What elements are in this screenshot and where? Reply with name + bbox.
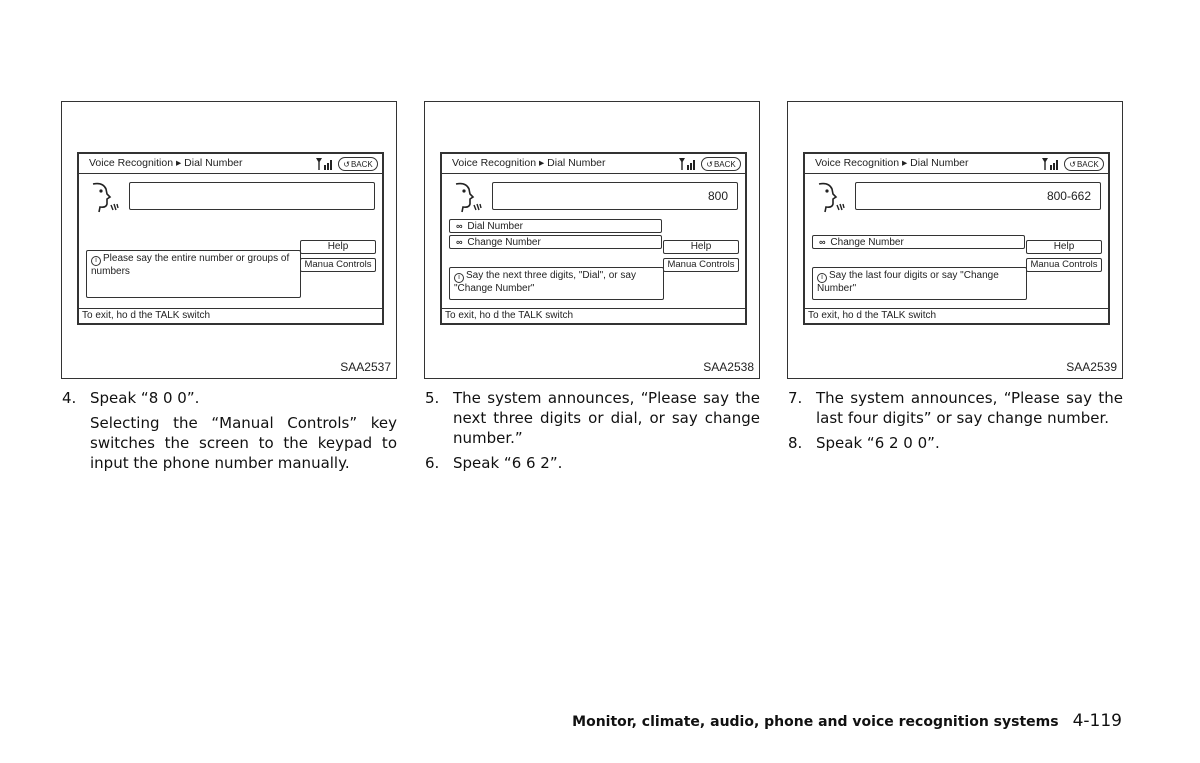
figure-code: SAA2539 xyxy=(1066,360,1117,374)
back-button[interactable] xyxy=(338,157,378,171)
figure-dial-screen-2 xyxy=(424,101,760,379)
back-button[interactable] xyxy=(1064,157,1104,171)
page-footer xyxy=(572,711,1122,731)
command-label: Change Number xyxy=(467,236,541,248)
step-text: The system announces, “Please say the next three digits or dial, or say change number.” xyxy=(453,389,760,447)
prompt-text: Please say the entire number or groups of numbers xyxy=(91,253,290,277)
step-text: Speak “6 2 0 0”. xyxy=(816,434,940,452)
page-number: 4-119 xyxy=(1072,711,1122,731)
number-display: 800-662 xyxy=(855,182,1101,210)
number-display: 800 xyxy=(492,182,738,210)
command-change-number[interactable] xyxy=(812,235,1025,249)
help-button[interactable]: Help xyxy=(1026,240,1102,254)
screen-footer: To exit, ho d the TALK switch xyxy=(805,308,1108,323)
screen-title: Voice Recognition ▸ Dial Number xyxy=(452,157,606,169)
info-icon: i xyxy=(454,273,464,283)
steps-column-3 xyxy=(788,388,1123,458)
back-arrow-icon: ↺ xyxy=(706,159,713,169)
command-label: Change Number xyxy=(830,236,904,248)
screen-mockup xyxy=(803,152,1110,325)
screen-header xyxy=(79,154,382,174)
back-arrow-icon: ↺ xyxy=(343,159,350,169)
info-icon: i xyxy=(91,256,101,266)
back-label: BACK xyxy=(713,159,736,169)
step-text: The system announces, “Please say the last four digits” or say change number. xyxy=(816,389,1123,427)
command-dial-number[interactable] xyxy=(449,219,662,233)
voice-command-icon: ∞ xyxy=(456,220,463,231)
signal-strength-icon xyxy=(316,158,334,170)
step-item xyxy=(425,388,760,448)
help-button[interactable]: Help xyxy=(300,240,376,254)
step-note: Selecting the “Manual Controls” key switches the screen to the keypad to input the phone number manually. xyxy=(90,414,397,472)
back-button[interactable] xyxy=(701,157,741,171)
step-text: Speak “8 0 0”. xyxy=(90,389,200,407)
prompt-text: Say the last four digits or say "Change Number" xyxy=(817,270,999,294)
step-item xyxy=(62,388,397,408)
manual-controls-button[interactable]: Manua Controls xyxy=(300,258,376,272)
speaking-head-icon xyxy=(813,181,847,215)
screen-header xyxy=(442,154,745,174)
screen-mockup xyxy=(440,152,747,325)
prompt-box xyxy=(449,267,664,300)
command-change-number[interactable] xyxy=(449,235,662,249)
screen-title: Voice Recognition ▸ Dial Number xyxy=(815,157,969,169)
figure-dial-screen-1 xyxy=(61,101,397,379)
prompt-text: Say the next three digits, "Dial", or say "Change Number" xyxy=(454,270,636,294)
manual-controls-button[interactable]: Manua Controls xyxy=(663,258,739,272)
step-item xyxy=(425,453,760,473)
screen-header xyxy=(805,154,1108,174)
number-display xyxy=(129,182,375,210)
help-button[interactable]: Help xyxy=(663,240,739,254)
figure-code: SAA2537 xyxy=(340,360,391,374)
step-number: 7. xyxy=(788,389,803,407)
step-number: 4. xyxy=(62,389,77,407)
step-number: 5. xyxy=(425,389,440,407)
info-icon: i xyxy=(817,273,827,283)
command-label: Dial Number xyxy=(467,220,523,232)
screen-mockup xyxy=(77,152,384,325)
step-item xyxy=(788,388,1123,428)
prompt-box xyxy=(86,250,301,298)
back-label: BACK xyxy=(350,159,373,169)
steps-column-2 xyxy=(425,388,760,478)
screen-title: Voice Recognition ▸ Dial Number xyxy=(89,157,243,169)
steps-column-1 xyxy=(62,388,397,478)
screen-footer: To exit, ho d the TALK switch xyxy=(442,308,745,323)
speaking-head-icon xyxy=(450,181,484,215)
speaking-head-icon xyxy=(87,181,121,215)
prompt-box xyxy=(812,267,1027,300)
back-arrow-icon: ↺ xyxy=(1069,159,1076,169)
step-item xyxy=(788,433,1123,453)
voice-command-icon: ∞ xyxy=(819,236,826,247)
manual-controls-button[interactable]: Manua Controls xyxy=(1026,258,1102,272)
voice-command-icon: ∞ xyxy=(456,236,463,247)
screen-footer: To exit, ho d the TALK switch xyxy=(79,308,382,323)
section-title: Monitor, climate, audio, phone and voice recognition systems xyxy=(572,714,1059,730)
figure-code: SAA2538 xyxy=(703,360,754,374)
step-text: Speak “6 6 2”. xyxy=(453,454,563,472)
figure-dial-screen-3 xyxy=(787,101,1123,379)
step-number: 6. xyxy=(425,454,440,472)
step-number: 8. xyxy=(788,434,803,452)
back-label: BACK xyxy=(1076,159,1099,169)
signal-strength-icon xyxy=(1042,158,1060,170)
signal-strength-icon xyxy=(679,158,697,170)
